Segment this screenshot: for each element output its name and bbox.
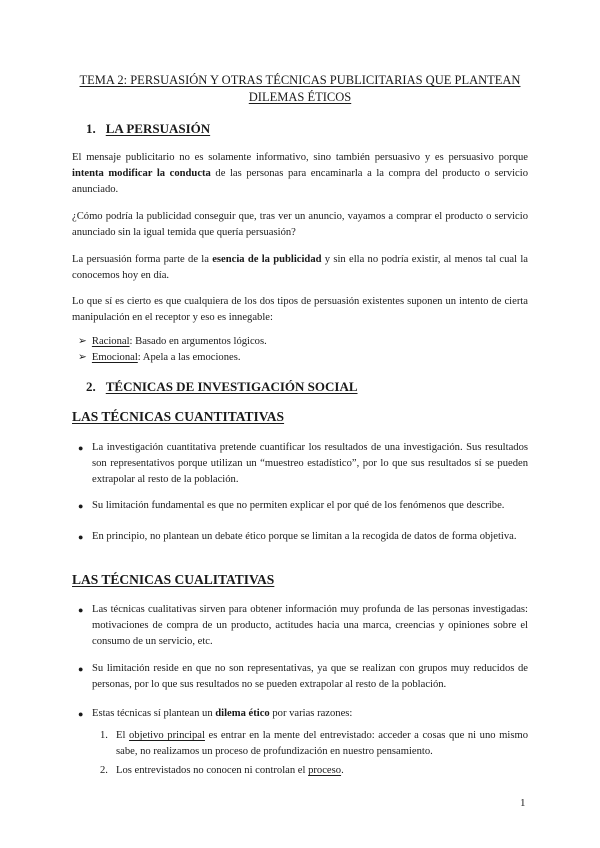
bullet-item xyxy=(78,602,528,650)
numbered-item-1 xyxy=(100,728,528,760)
document-title xyxy=(70,72,530,106)
bullet-text-a: Estas técnicas sí plantean un xyxy=(92,708,216,719)
arrow-bullet-icon: ➢ xyxy=(78,352,87,363)
numbered-item-2 xyxy=(100,763,528,779)
list-item-label: Racional xyxy=(91,336,130,347)
paragraph-3-text-c: y sin ella no podría existir, al menos tal cual la conocemos hoy en día. xyxy=(72,254,528,281)
title-line-1: TEMA 2: PERSUASIÓN Y OTRAS TÉCNICAS PUBLICITARIAS QUE PLANTEAN xyxy=(79,73,521,87)
bullet-icon: ● xyxy=(78,532,84,542)
list-item-racional xyxy=(78,334,267,350)
numbered-item-number: 2. xyxy=(100,765,108,776)
bullet-icon: ● xyxy=(78,664,84,674)
list-item-emocional xyxy=(78,350,240,366)
list-item-label: Emocional xyxy=(91,352,138,363)
bullet-icon: ● xyxy=(78,605,84,615)
numbered-item-text xyxy=(116,763,528,779)
title-line-2: DILEMAS ÉTICOS xyxy=(248,90,352,104)
bullet-item xyxy=(78,706,528,722)
section-1-title: LA PERSUASIÓN xyxy=(105,121,211,136)
bullet-text: En principio, no plantean un debate ético porque se limitan a la recogida de datos de forma objetiva. xyxy=(92,531,517,542)
bullet-icon: ● xyxy=(78,501,84,511)
paragraph-1-bold: intenta modificar la conducta xyxy=(72,168,211,179)
subheading-cualitativas: LAS TÉCNICAS CUALITATIVAS xyxy=(72,572,275,587)
subheading-cuantitativas: LAS TÉCNICAS CUANTITATIVAS xyxy=(72,409,285,424)
bullet-text-c: por varias razones: xyxy=(269,708,353,719)
numbered-text-a: Los entrevistados no conocen ni controlan el xyxy=(116,765,309,776)
bullet-item xyxy=(78,498,528,514)
bullet-text: Su limitación reside en que no son representativas, ya que se realizan con grupos muy reducidos de personas, por lo que sus resultados no se pueden extrapolar al resto de la población. xyxy=(92,663,528,690)
numbered-item-number: 1. xyxy=(100,730,108,741)
paragraph-3 xyxy=(72,252,528,284)
bullet-item xyxy=(78,440,528,488)
bullet-item xyxy=(78,661,528,693)
numbered-text-c: es entrar en la mente del entrevistado: acceder a cosas que ni uno mismo sabe, no realizamos un proceso de profundización en nuestro pensamiento. xyxy=(116,730,528,757)
paragraph-2: ¿Cómo podría la publicidad conseguir que, tras ver un anuncio, vayamos a comprar el producto o servicio anunciado sin la igual temida que quería persuasión? xyxy=(72,211,528,238)
page-number: 1 xyxy=(520,797,526,809)
bullet-icon: ● xyxy=(78,443,84,453)
paragraph-1 xyxy=(72,150,528,198)
section-1-number: 1. xyxy=(86,121,96,136)
bullet-text xyxy=(92,706,528,722)
bullet-text: La investigación cuantitativa pretende cuantificar los resultados de una investigación. Sus resultados son representativos porque utilizan un “muestreo estadístico”, por lo que sus resultados sí se pueden extrapolar al resto de la población. xyxy=(92,442,528,485)
bullet-text: Su limitación fundamental es que no permiten explicar el por qué de los fenómenos que describe. xyxy=(92,500,505,511)
paragraph-1-text-c: de las personas para encaminarla a la compra del producto o servicio anunciado. xyxy=(72,168,528,195)
section-1-heading xyxy=(86,121,210,137)
arrow-bullet-icon: ➢ xyxy=(78,336,87,347)
bullet-item xyxy=(78,529,528,545)
numbered-item-text xyxy=(116,728,528,760)
paragraph-1-text-a: El mensaje publicitario no es solamente informativo, sino también persuasivo y es persuasivo porque xyxy=(72,152,528,163)
section-2-number: 2. xyxy=(86,379,96,394)
list-item-text: : Basado en argumentos lógicos. xyxy=(129,336,267,347)
section-2-title: TÉCNICAS DE INVESTIGACIÓN SOCIAL xyxy=(105,379,358,394)
bullet-text: Las técnicas cualitativas sirven para obtener información muy profunda de las personas investigadas: motivaciones de compra de un producto, actitudes hacia una marca, creencias y opiniones sobre el consumo de un servicio, etc. xyxy=(92,604,528,647)
paragraph-4: Lo que sí es cierto es que cualquiera de los dos tipos de persuasión existentes suponen un intento de cierta manipulación en el receptor y eso es innegable: xyxy=(72,296,528,323)
bullet-text-bold: dilema ético xyxy=(215,708,270,719)
bullet-icon: ● xyxy=(78,709,84,719)
numbered-text-a: El xyxy=(116,730,129,741)
numbered-text-underlined: objetivo principal xyxy=(129,730,205,741)
list-item-text: : Apela a las emociones. xyxy=(137,352,241,363)
section-2-heading xyxy=(86,379,358,395)
paragraph-3-text-a: La persuasión forma parte de la xyxy=(72,254,213,265)
numbered-text-c: . xyxy=(341,765,344,776)
paragraph-3-bold: esencia de la publicidad xyxy=(212,254,322,265)
numbered-text-underlined: proceso xyxy=(308,765,342,776)
